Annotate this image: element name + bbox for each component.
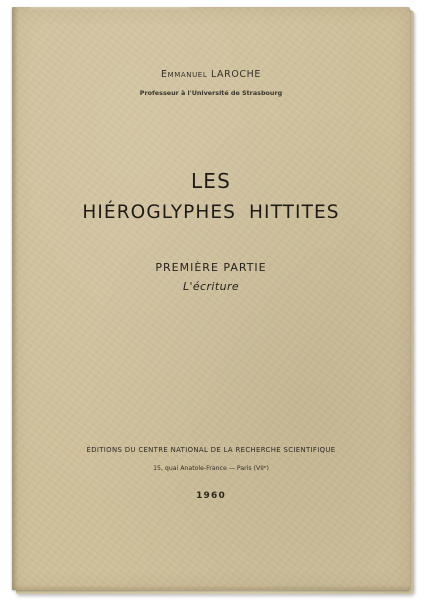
publication-year: 1960 [196, 491, 226, 501]
publisher-address: 15, quai Anatole-France — Paris (VIIᵉ) [153, 465, 269, 472]
title-line-2: HIÉROGLYPHES HITTITES [82, 202, 340, 223]
author-affiliation: Professeur à l'Université de Strasbourg [139, 89, 283, 97]
book-cover [12, 7, 410, 590]
part-label: PREMIÈRE PARTIE [155, 261, 267, 274]
publisher-name: ÉDITIONS DU CENTRE NATIONAL DE LA RECHERCHE SCIENTIFIQUE [86, 446, 336, 454]
cover-wear-bottom [12, 585, 410, 590]
author-name: Emmanuel LAROCHE [160, 69, 262, 80]
title-line-1: LES [190, 169, 232, 193]
cover-wear-top [30, 7, 190, 11]
subtitle: L'écriture [182, 280, 240, 293]
